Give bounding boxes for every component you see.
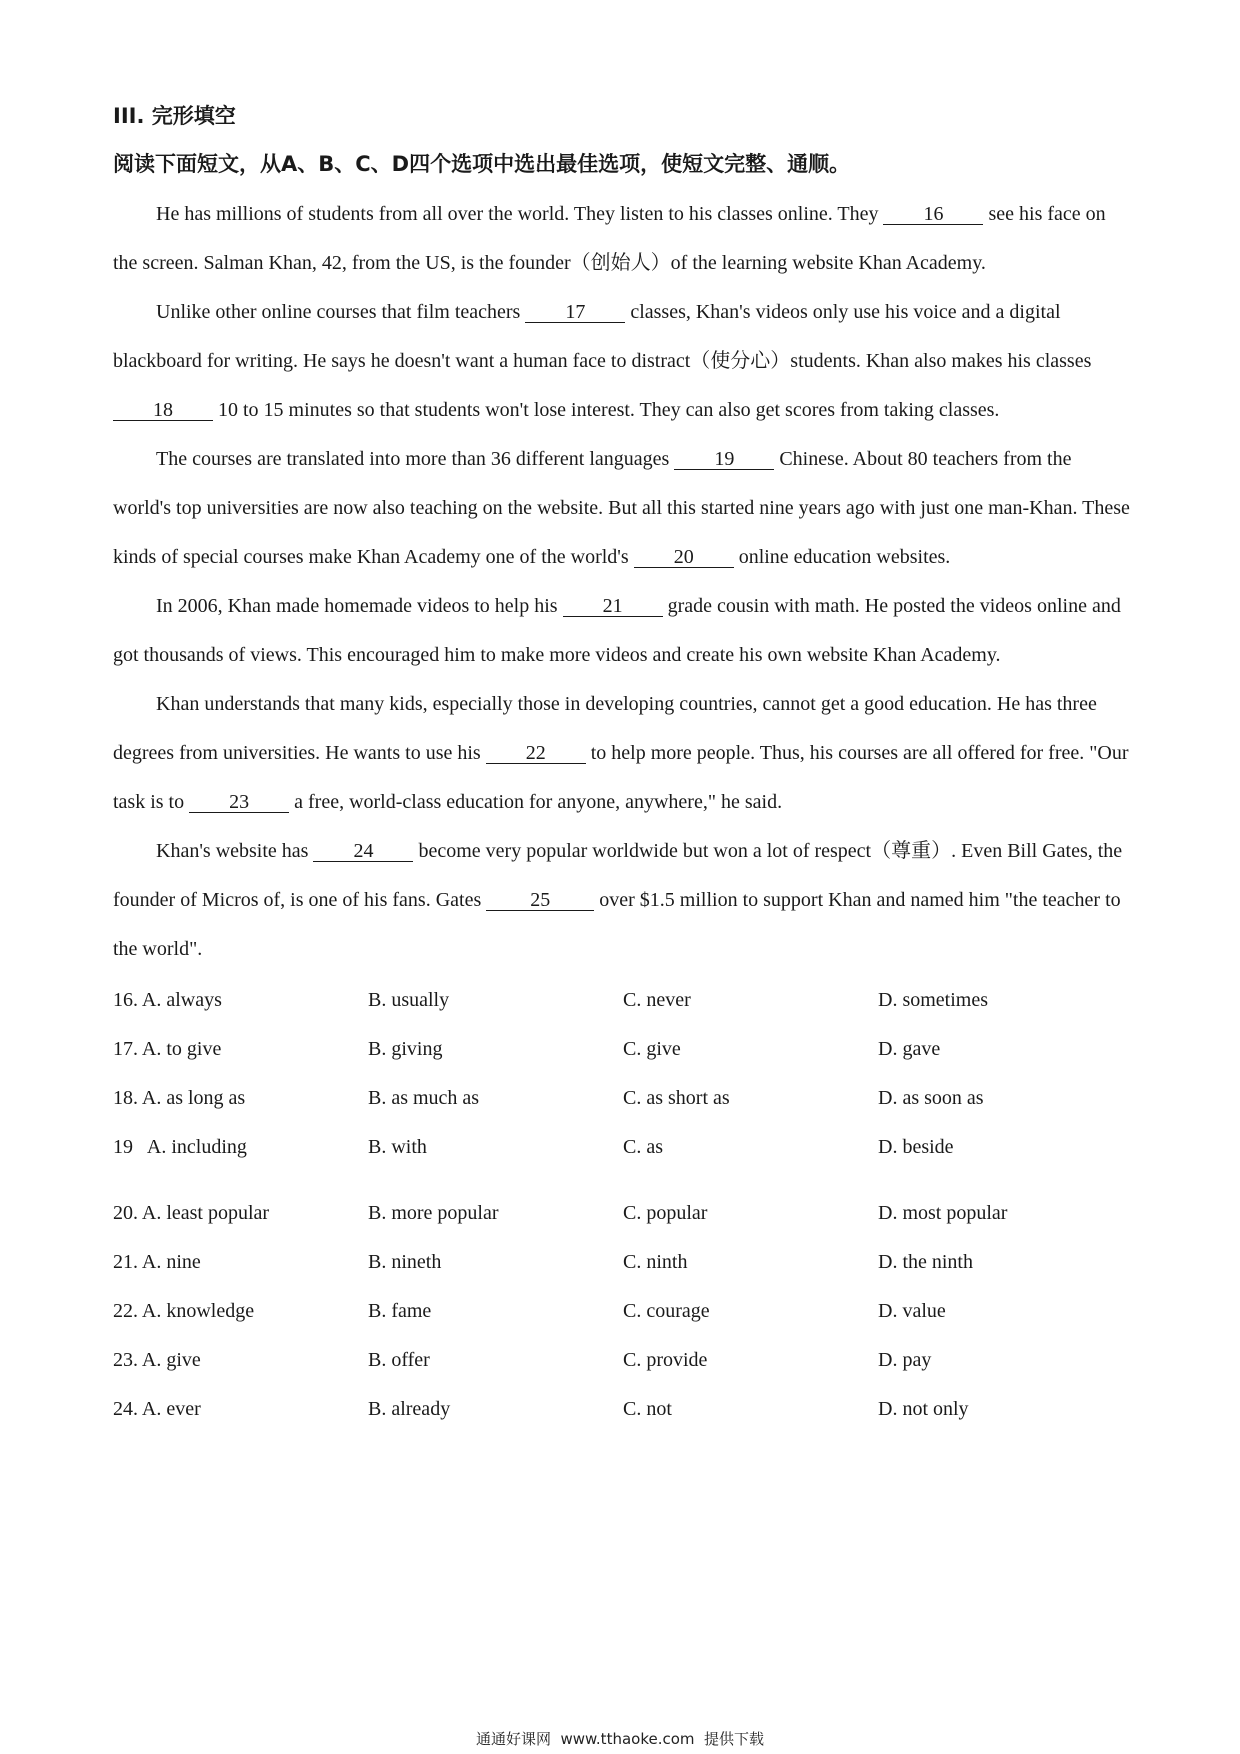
text: In 2006, Khan made homemade videos to help his [156,595,563,617]
option-a: 22. A. knowledge [113,1300,255,1322]
text: Chinese. About 80 teachers from the world's top universities are now also teaching on the website. But all this started nine years ago with just one man-Khan. These kinds of special courses make Khan Academy one of the world's [113,448,1130,568]
text: become very popular worldwide but won a lot of respect（尊重）. Even Bill Gates, the founder of Micros of, is one of his fans. Gates [113,840,1123,911]
option-c: C. as [623,1136,663,1158]
option-a: 16. A. always [113,989,222,1011]
option-d: D. most popular [878,1202,1008,1224]
option-b: B. fame [368,1300,432,1322]
passage [113,190,1133,974]
paragraph-2 [113,288,1133,435]
option-d: D. gave [878,1038,941,1060]
option-d: D. beside [878,1136,954,1158]
option-row-24 [113,1385,1133,1434]
text: over $1.5 million to support Khan and named him "the teacher to the world". [113,889,1121,960]
instruction-text: 阅读下面短文，从A、B、C、D四个选项中选出最佳选项，使短文完整、通顺。 [113,152,851,176]
text: to help more people. Thus, his courses are all offered for free. "Our task is to [113,742,1129,813]
option-d: D. value [878,1300,946,1322]
option-b: B. usually [368,989,450,1011]
text: online education websites. [733,546,951,568]
text: Khan's website has [156,840,314,862]
option-a: 17. A. to give [113,1038,222,1060]
option-b: B. already [368,1398,451,1420]
text: a free, world-class education for anyone, anywhere," he said. [289,791,783,813]
option-c: C. never [623,989,691,1011]
page-footer: 通通好课网 www.tthaoke.com 提供下载 [475,1730,765,1748]
option-row-17 [113,1025,1133,1074]
option-c: C. not [623,1398,672,1420]
option-d: D. the ninth [878,1251,973,1273]
option-b: B. giving [368,1038,443,1060]
option-b: B. with [368,1136,427,1158]
option-row-16 [113,976,1133,1025]
blank-23: 23 [189,792,289,813]
option-row-22 [113,1287,1133,1336]
option-a: 20. A. least popular [113,1202,270,1224]
paragraph-5 [113,680,1133,827]
option-c: C. popular [623,1202,708,1224]
options-list [113,976,1133,1434]
blank-21: 21 [563,596,663,617]
option-d: D. not only [878,1398,969,1420]
blank-24: 24 [313,841,413,862]
blank-20: 20 [634,547,734,568]
option-d: D. sometimes [878,989,988,1011]
text: classes, Khan's videos only use his voice and a digital blackboard for writing. He says he doesn't want a human face to distract（使分心）students. Khan also makes his classes [113,301,1092,372]
blank-22: 22 [486,743,586,764]
blank-18: 18 [113,400,213,421]
text: Khan understands that many kids, especially those in developing countries, cannot get a good education. He has three degrees from universities. He wants to use his [113,693,1097,764]
blank-25: 25 [486,890,594,911]
exam-page [113,100,1133,1434]
option-c: C. ninth [623,1251,688,1273]
option-c: C. provide [623,1349,708,1371]
option-d: D. as soon as [878,1087,984,1109]
option-a: 19 A. including [113,1136,247,1158]
option-c: C. as short as [623,1087,730,1109]
text: He has millions of students from all over the world. They listen to his classes online. They [156,203,884,225]
text: grade cousin with math. He posted the videos online and got thousands of views. This encouraged him to make more videos and create his own website Khan Academy. [113,595,1121,666]
option-a: 21. A. nine [113,1251,201,1273]
option-b: B. offer [368,1349,430,1371]
paragraph-1 [113,190,1133,288]
option-b: B. more popular [368,1202,499,1224]
option-a: 23. A. give [113,1349,201,1371]
option-d: D. pay [878,1349,932,1371]
option-b: B. as much as [368,1087,480,1109]
section-title: III. 完形填空 [113,104,236,128]
blank-19: 19 [674,449,774,470]
option-c: C. give [623,1038,681,1060]
option-row-23 [113,1336,1133,1385]
text: Unlike other online courses that film teachers [156,301,526,323]
option-row-19 [113,1123,1133,1172]
paragraph-6 [113,827,1133,974]
text: The courses are translated into more than 36 different languages [156,448,675,470]
option-row-18 [113,1074,1133,1123]
text: 10 to 15 minutes so that students won't lose interest. They can also get scores from taking classes. [213,399,1000,421]
blank-17: 17 [525,302,625,323]
text: see his face on the screen. Salman Khan, 42, from the US, is the founder（创始人）of the learning website Khan Academy. [113,203,1106,274]
option-b: B. nineth [368,1251,442,1273]
option-row-20 [113,1189,1133,1238]
option-c: C. courage [623,1300,710,1322]
option-a: 24. A. ever [113,1398,201,1420]
option-a: 18. A. as long as [113,1087,246,1109]
blank-16: 16 [883,204,983,225]
option-row-21 [113,1238,1133,1287]
paragraph-3 [113,435,1133,582]
paragraph-4 [113,582,1133,680]
